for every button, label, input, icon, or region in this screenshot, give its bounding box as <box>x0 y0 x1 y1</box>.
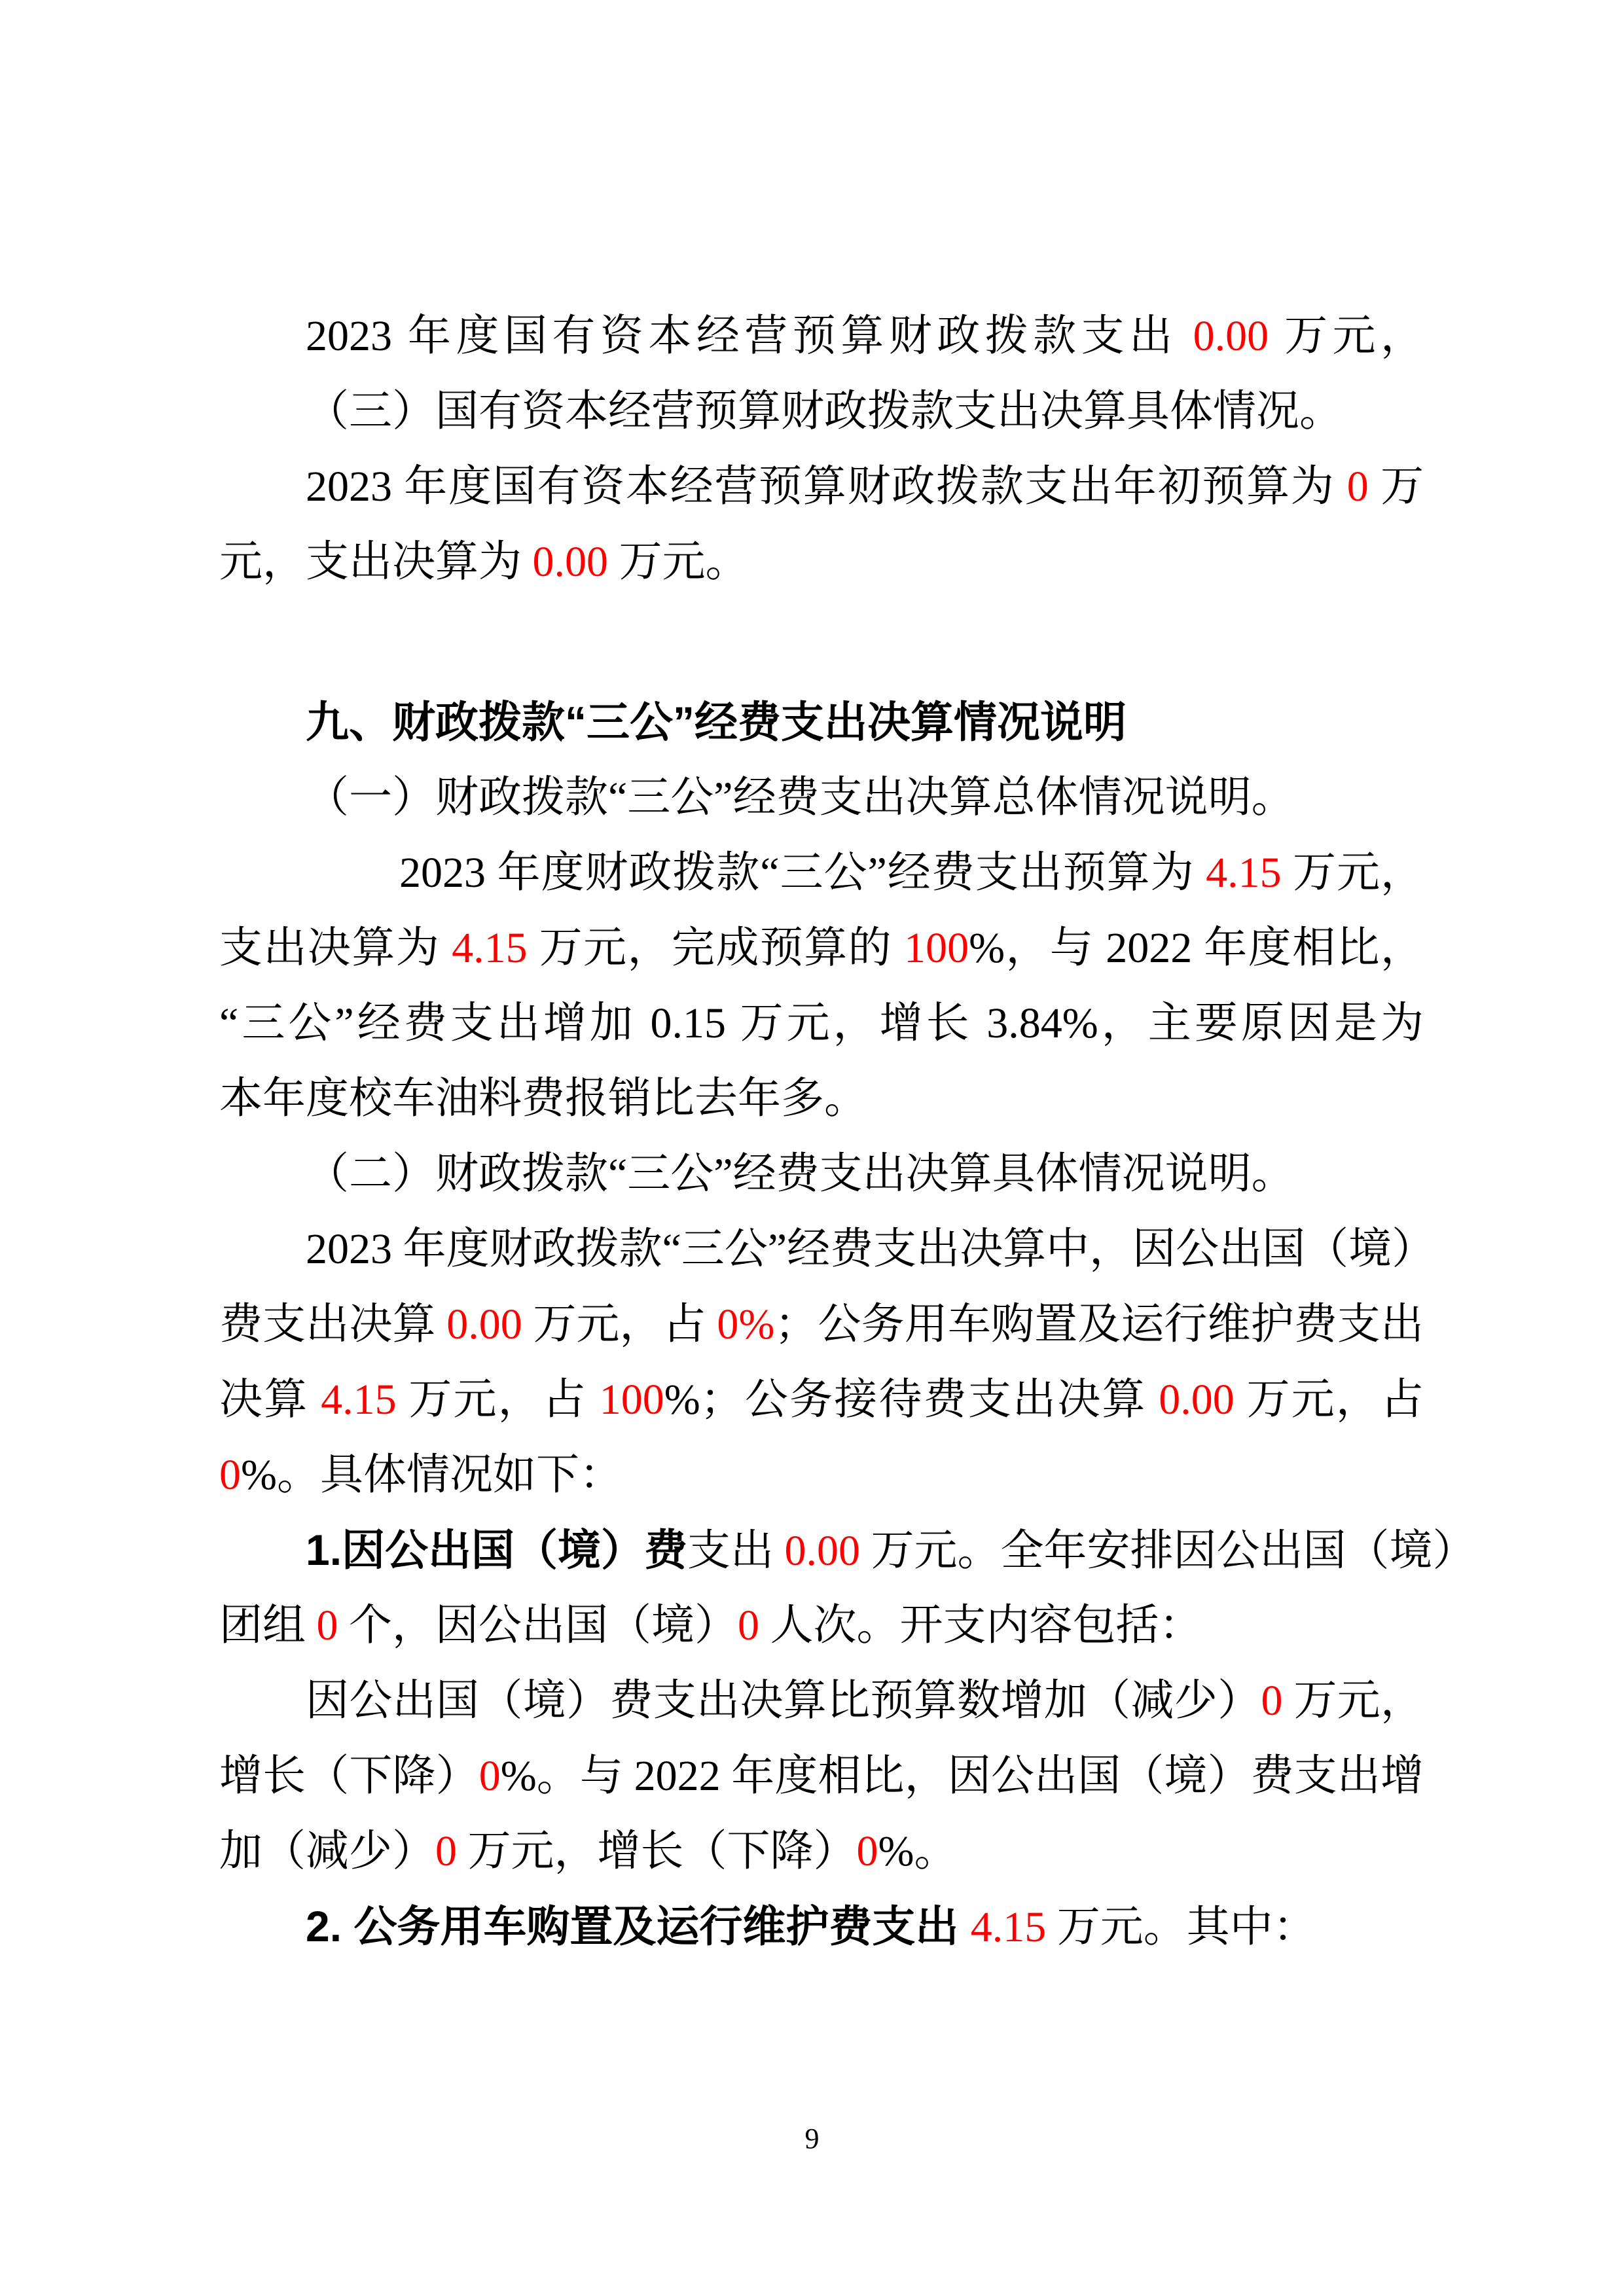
heading-section-9 <box>219 685 1424 760</box>
text-segment: 万元。 <box>608 538 749 586</box>
document-body <box>219 298 1476 1964</box>
line-abroad-vs-lastyear <box>219 1738 1424 1814</box>
text-segment: 万元， <box>1269 312 1424 360</box>
red-value: 0 <box>1346 463 1369 511</box>
text-segment: 个，因公出国（境） <box>338 1602 738 1649</box>
page-number: 9 <box>804 2123 820 2155</box>
text-segment: 增长（下降） <box>219 1752 479 1800</box>
line-abroad-and-vehicle <box>219 1287 1424 1362</box>
line-subsection-1-title <box>219 760 1424 835</box>
line-vehicle-and-reception <box>219 1362 1424 1437</box>
text-segment: 九、财政拨款“三公”经费支出决算情况说明 <box>306 698 1127 746</box>
red-value: 0.00 <box>446 1300 522 1348</box>
line-three-public-final <box>219 910 1424 986</box>
red-value: 0.00 <box>1193 312 1269 360</box>
red-value: 0.00 <box>784 1527 861 1575</box>
text-segment: %；公务接待费支出决算 <box>664 1376 1159 1424</box>
text-segment: 万元。全年安排因公出国（境） <box>860 1527 1476 1575</box>
red-value: 0 <box>738 1602 759 1649</box>
text-segment: ；公务用车购置及运行维护费支出 <box>774 1300 1424 1348</box>
red-value: 100 <box>904 924 969 972</box>
text-segment: 费支出决算 <box>219 1300 447 1348</box>
text-segment: 支出决算为 <box>219 924 452 972</box>
red-value: 0 <box>856 1827 878 1875</box>
line-soe-final-accounts <box>219 524 1424 600</box>
line-section-3-title <box>219 374 1424 449</box>
red-value: 0 <box>1261 1677 1283 1725</box>
text-segment: 2023 年度财政拨款“三公”经费支出预算为 <box>399 849 1206 897</box>
red-value: 0 <box>478 1752 501 1800</box>
text-segment: 本年度校车油料费报销比去年多。 <box>219 1075 867 1122</box>
text-segment: 万元，占 <box>396 1376 600 1424</box>
bold-label: 1.因公出国（境）费 <box>306 1526 688 1574</box>
red-value: 100 <box>599 1376 664 1424</box>
text-segment: 2023 年度国有资本经营预算财政拨款支出 <box>306 312 1193 360</box>
bold-label: 2. 公务用车购置及运行维护费支出 <box>306 1902 971 1950</box>
text-segment: 万 <box>1368 463 1424 511</box>
text-segment: 万元，占 <box>1234 1376 1424 1424</box>
text-segment: 元，支出决算为 <box>219 538 533 586</box>
text-segment: （一）财政拨款“三公”经费支出决算总体情况说明。 <box>306 774 1295 821</box>
red-value: 0.00 <box>532 538 608 586</box>
text-segment: %，与 2022 年度相比， <box>969 924 1424 972</box>
line-soe-budget-expenditure <box>219 298 1424 374</box>
red-value: 0% <box>717 1300 775 1348</box>
text-segment: %。具体情况如下： <box>241 1451 623 1499</box>
text-segment: （三）国有资本经营预算财政拨款支出决算具体情况。 <box>306 387 1343 435</box>
text-segment: 2023 年度财政拨款“三公”经费支出决算中，因公出国（境） <box>306 1225 1435 1273</box>
red-value: 0 <box>316 1602 338 1649</box>
text-segment: %。与 2022 年度相比，因公出国（境）费支出增 <box>500 1752 1424 1800</box>
text-segment: （二）财政拨款“三公”经费支出决算具体情况说明。 <box>306 1150 1295 1198</box>
red-value: 0.00 <box>1159 1376 1235 1424</box>
text-segment: 万元， <box>1281 849 1424 897</box>
text-segment: 万元。其中： <box>1046 1903 1316 1951</box>
line-abroad-vs-lastyear-2 <box>219 1814 1424 1889</box>
text-segment: 2023 年度国有资本经营预算财政拨款支出年初预算为 <box>306 463 1347 511</box>
text-segment: 加（减少） <box>219 1827 435 1875</box>
line-abroad-vs-budget <box>219 1663 1424 1738</box>
text-segment: “三公”经费支出增加 0.15 万元，增长 3.84%，主要原因是为 <box>219 999 1424 1047</box>
text-segment: 团组 <box>219 1602 317 1649</box>
red-value: 4.15 <box>452 924 528 972</box>
text-segment: 万元，增长（下降） <box>457 1827 857 1875</box>
text-segment: 万元，完成预算的 <box>527 924 905 972</box>
line-abroad-groups <box>219 1588 1424 1663</box>
text-segment: 支出 <box>687 1527 785 1575</box>
line-increase-reason <box>219 1061 1424 1136</box>
line-three-public-budget <box>219 835 1424 910</box>
line-item-2-vehicle <box>219 1889 1424 1964</box>
line-details-follow <box>219 1437 1424 1513</box>
text-segment: 因公出国（境）费支出决算比预算数增加（减少） <box>306 1677 1261 1725</box>
text-segment: 决算 <box>219 1376 321 1424</box>
line-subsection-2-title <box>219 1136 1424 1211</box>
line-breakdown-intro <box>219 1211 1435 1287</box>
text-segment: 万元， <box>1282 1677 1424 1725</box>
red-value: 0 <box>435 1827 457 1875</box>
red-value: 4.15 <box>970 1903 1047 1951</box>
text-segment: 万元，占 <box>522 1300 717 1348</box>
red-value: 4.15 <box>321 1376 397 1424</box>
text-segment: %。 <box>878 1827 958 1875</box>
line-soe-initial-budget <box>219 449 1424 524</box>
line-three-public-increase <box>219 986 1424 1061</box>
text-segment: 人次。开支内容包括： <box>759 1602 1202 1649</box>
line-item-1-abroad <box>219 1513 1476 1588</box>
red-value: 0 <box>219 1451 241 1499</box>
red-value: 4.15 <box>1206 849 1282 897</box>
